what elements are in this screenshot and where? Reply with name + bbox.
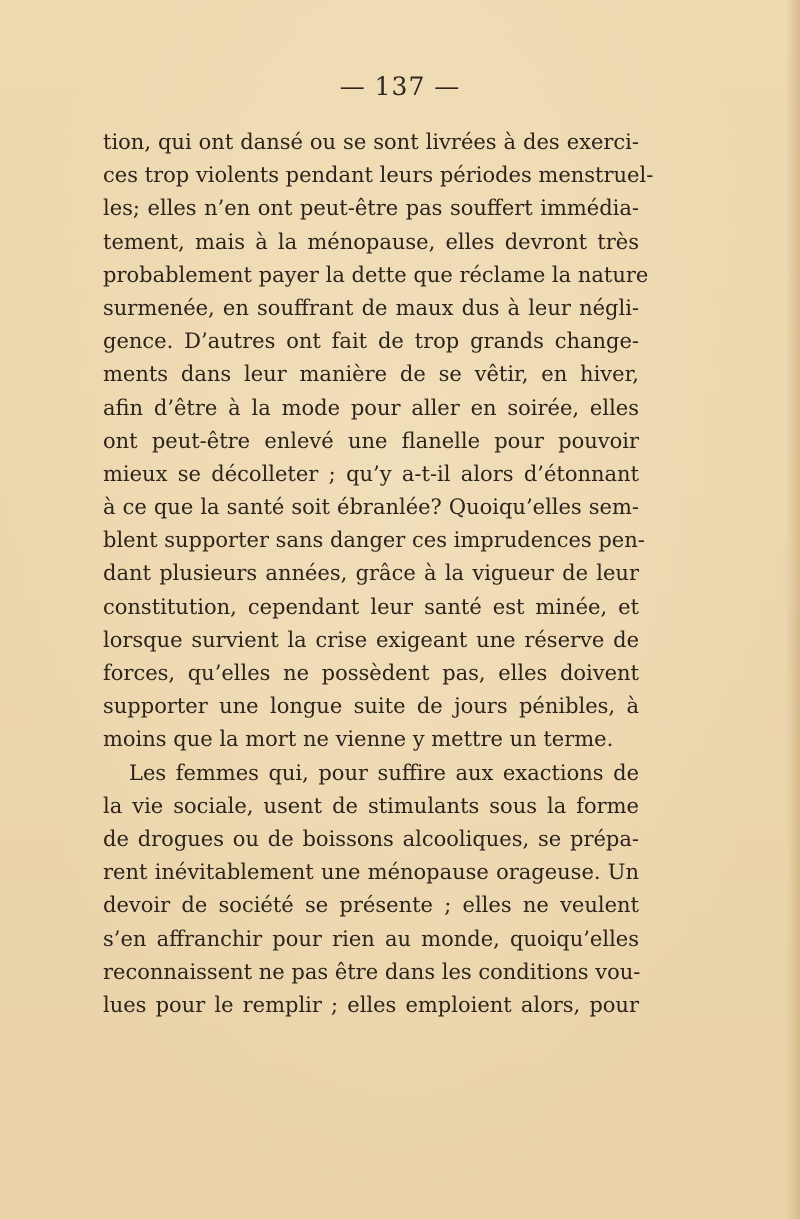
text-line: lorsque survient la crise exigeant une réserve de [103,627,639,652]
page-number: — 137 — [339,72,461,101]
text-line: à ce que la santé soit ébranlée? Quoiqu’elles sem- [103,495,639,520]
text-line: moins que la mort ne vienne y mettre un terme. [103,727,614,752]
text-line: devoir de société se présente ; elles ne veulent [103,893,639,918]
text-line: la vie sociale, usent de stimulants sous la forme [103,793,639,818]
text-line: ces trop violents pendant leurs périodes menstruel- [103,163,654,188]
text-line: lues pour le remplir ; elles emploient alors, pour [103,992,639,1017]
text-line: surmenée, en souffrant de maux dus à leur négli- [103,295,639,320]
page-edge-shadow [786,0,800,1219]
paragraph-start-line: Les femmes qui, pour suffire aux exactions de [129,760,639,785]
body-text [103,126,654,1022]
text-line: tion, qui ont dansé ou se sont livrées à des exerci- [103,130,639,154]
text-line: afin d’être à la mode pour aller en soirée, elles [103,395,639,420]
text-line: gence. D’autres ont fait de trop grands change- [103,329,639,354]
text-line: les; elles n’en ont peut-être pas souffert immédia- [103,196,639,221]
text-line: mieux se décolleter ; qu’y a-t-il alors d’étonnant [103,461,639,486]
text-line: probablement payer la dette que réclame la nature [103,262,649,287]
text-line: forces, qu’elles ne possèdent pas, elles doivent [103,661,639,685]
text-line: reconnaissent ne pas être dans les conditions vou- [103,959,641,984]
text-line: ments dans leur manière de se vêtir, en hiver, [103,362,639,387]
text-line: de drogues ou de boissons alcooliques, se prépa- [103,826,639,851]
text-line: dant plusieurs années, grâce à la vigueur de leur [103,561,639,586]
text-line: supporter une longue suite de jours pénibles, à [103,694,639,719]
text-line: ont peut-être enlevé une flanelle pour pouvoir [103,428,639,453]
text-line: constitution, cependant leur santé est minée, et [103,594,639,619]
text-line: blent supporter sans danger ces imprudences pen- [103,528,645,553]
text-line: tement, mais à la ménopause, elles devront très [103,229,639,254]
text-line: rent inévitablement une ménopause orageuse. Un [103,860,639,885]
text-line: s’en affranchir pour rien au monde, quoiqu’elles [103,926,639,951]
